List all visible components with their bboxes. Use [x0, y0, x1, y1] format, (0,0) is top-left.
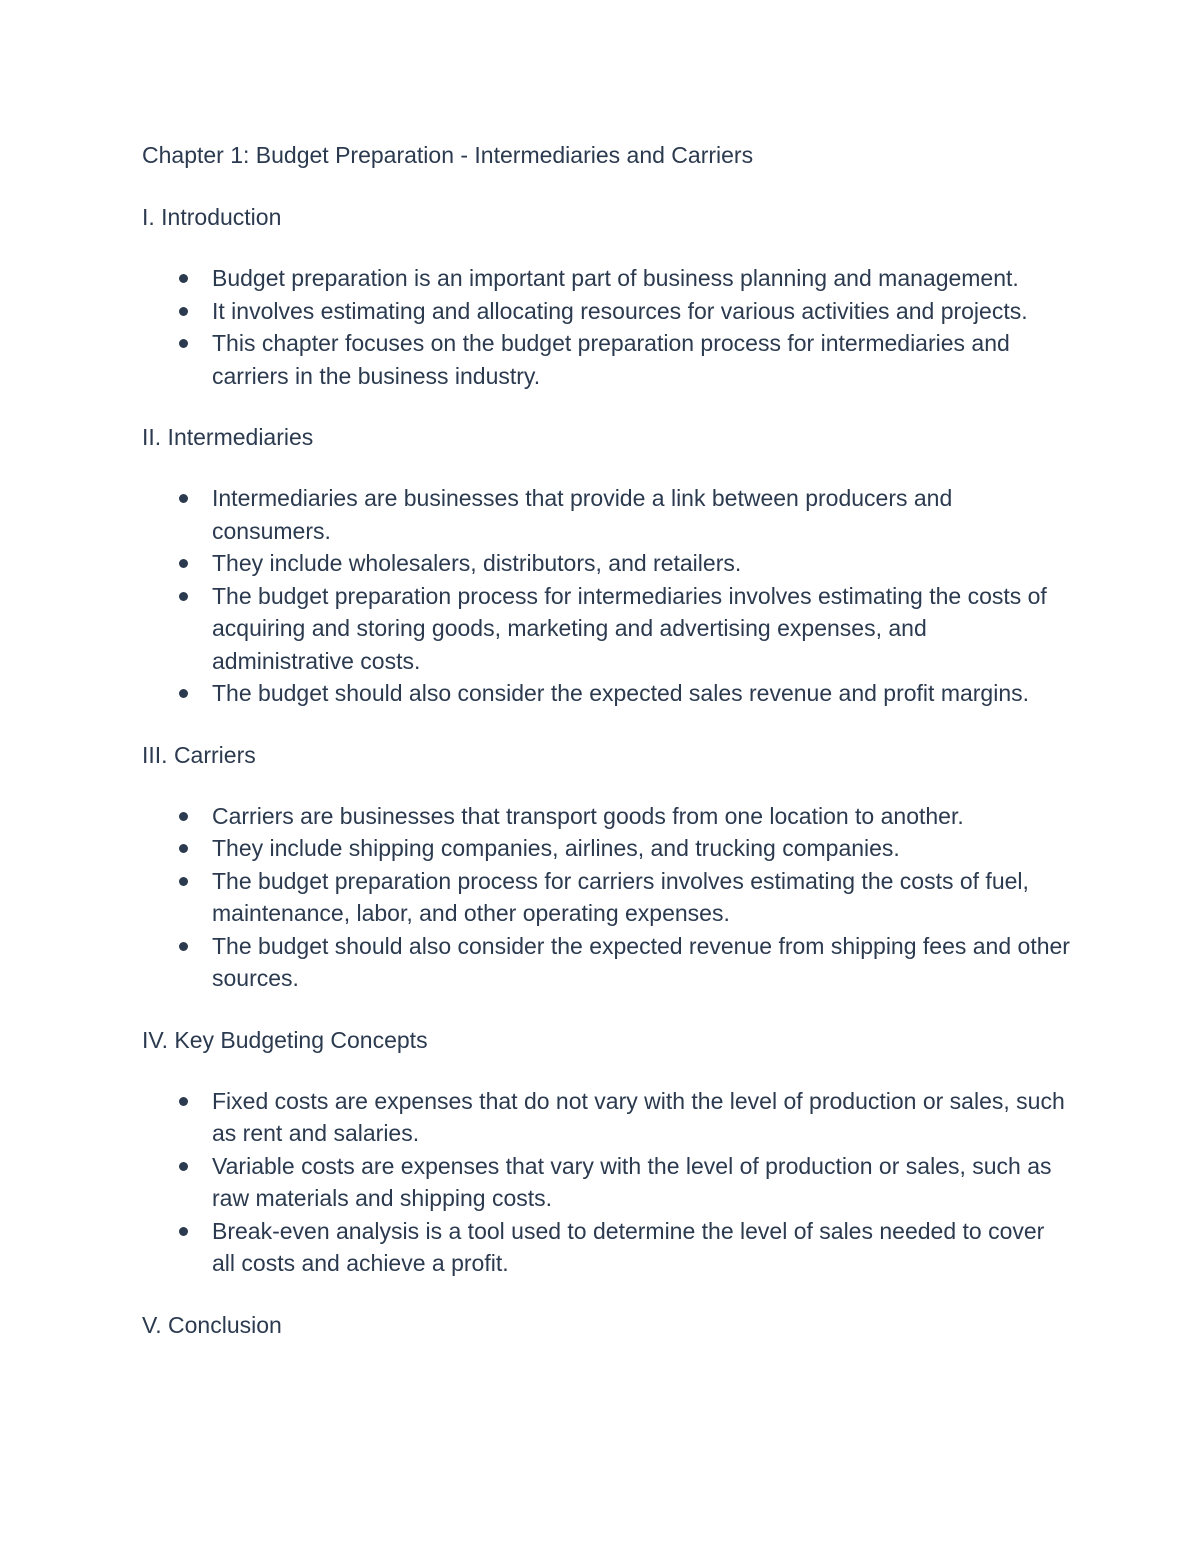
bullet-icon — [179, 592, 188, 601]
list-item-text: This chapter focuses on the budget preparation process for intermediaries and carriers in the business industry. — [212, 330, 1010, 389]
list-item-text: The budget should also consider the expected sales revenue and profit margins. — [212, 680, 1030, 706]
bullet-icon — [179, 307, 188, 316]
section-conclusion — [142, 1308, 1072, 1342]
bullet-icon — [179, 844, 188, 853]
list-item — [142, 547, 1072, 580]
list-item-text: Budget preparation is an important part of business planning and management. — [212, 265, 1019, 291]
list-item-text: The budget preparation process for carriers involves estimating the costs of fuel, maintenance, labor, and other operating expenses. — [212, 867, 1029, 926]
bullet-list — [142, 800, 1072, 995]
list-item-text: It involves estimating and allocating resources for various activities and projects. — [212, 297, 1028, 324]
bullet-icon — [179, 1097, 188, 1106]
list-item — [142, 482, 1072, 547]
list-item — [142, 295, 1072, 328]
section-key-budgeting-concepts — [142, 1023, 1072, 1280]
list-item — [142, 1085, 1072, 1150]
list-item-text: They include shipping companies, airlines, and trucking companies. — [212, 835, 900, 861]
section-carriers — [142, 738, 1072, 995]
list-item — [142, 930, 1072, 995]
list-item — [142, 1150, 1072, 1215]
list-item-text: Break-even analysis is a tool used to determine the level of sales needed to cover all costs and achieve a profit. — [212, 1217, 1045, 1276]
bullet-icon — [179, 1162, 188, 1171]
list-item-text: Variable costs are expenses that vary with the level of production or sales, such as raw materials and shipping costs. — [212, 1152, 1052, 1211]
section-heading: IV. Key Budgeting Concepts — [142, 1026, 428, 1053]
list-item — [142, 1215, 1072, 1280]
bullet-icon — [179, 559, 188, 568]
list-item-text: They include wholesalers, distributors, and retailers. — [212, 550, 742, 576]
bullet-list — [142, 1085, 1072, 1280]
list-item — [142, 865, 1072, 930]
list-item-text: Fixed costs are expenses that do not vary with the level of production or sales, such as rent and salaries. — [212, 1087, 1065, 1146]
list-item-text: The budget preparation process for intermediaries involves estimating the costs of acquiring and storing goods, marketing and advertising expenses, and administrative costs. — [212, 582, 1047, 674]
bullet-list — [142, 262, 1072, 392]
list-item — [142, 832, 1072, 865]
bullet-icon — [179, 877, 188, 886]
list-item — [142, 580, 1072, 678]
section-heading: I. Introduction — [142, 204, 282, 230]
section-introduction — [142, 200, 1072, 392]
bullet-icon — [179, 812, 188, 821]
list-item-text: The budget should also consider the expected revenue from shipping fees and other sources. — [212, 932, 1070, 991]
bullet-icon — [179, 494, 188, 503]
bullet-icon — [179, 274, 188, 283]
section-heading: II. Intermediaries — [142, 424, 314, 450]
section-heading: III. Carriers — [142, 741, 256, 768]
bullet-icon — [179, 339, 188, 348]
list-item — [142, 262, 1072, 295]
list-item — [142, 800, 1072, 833]
document-title: Chapter 1: Budget Preparation - Intermediaries and Carriers — [142, 142, 754, 168]
document-page — [142, 138, 1072, 1370]
section-intermediaries — [142, 420, 1072, 710]
list-item — [142, 327, 1072, 392]
section-heading: V. Conclusion — [142, 1311, 282, 1338]
bullet-icon — [179, 1227, 188, 1236]
list-item-text: Carriers are businesses that transport goods from one location to another. — [212, 802, 964, 829]
bullet-icon — [179, 942, 188, 951]
list-item-text: Intermediaries are businesses that provide a link between producers and consumers. — [212, 485, 953, 544]
bullet-icon — [179, 689, 188, 698]
bullet-list — [142, 482, 1072, 710]
list-item — [142, 677, 1072, 710]
